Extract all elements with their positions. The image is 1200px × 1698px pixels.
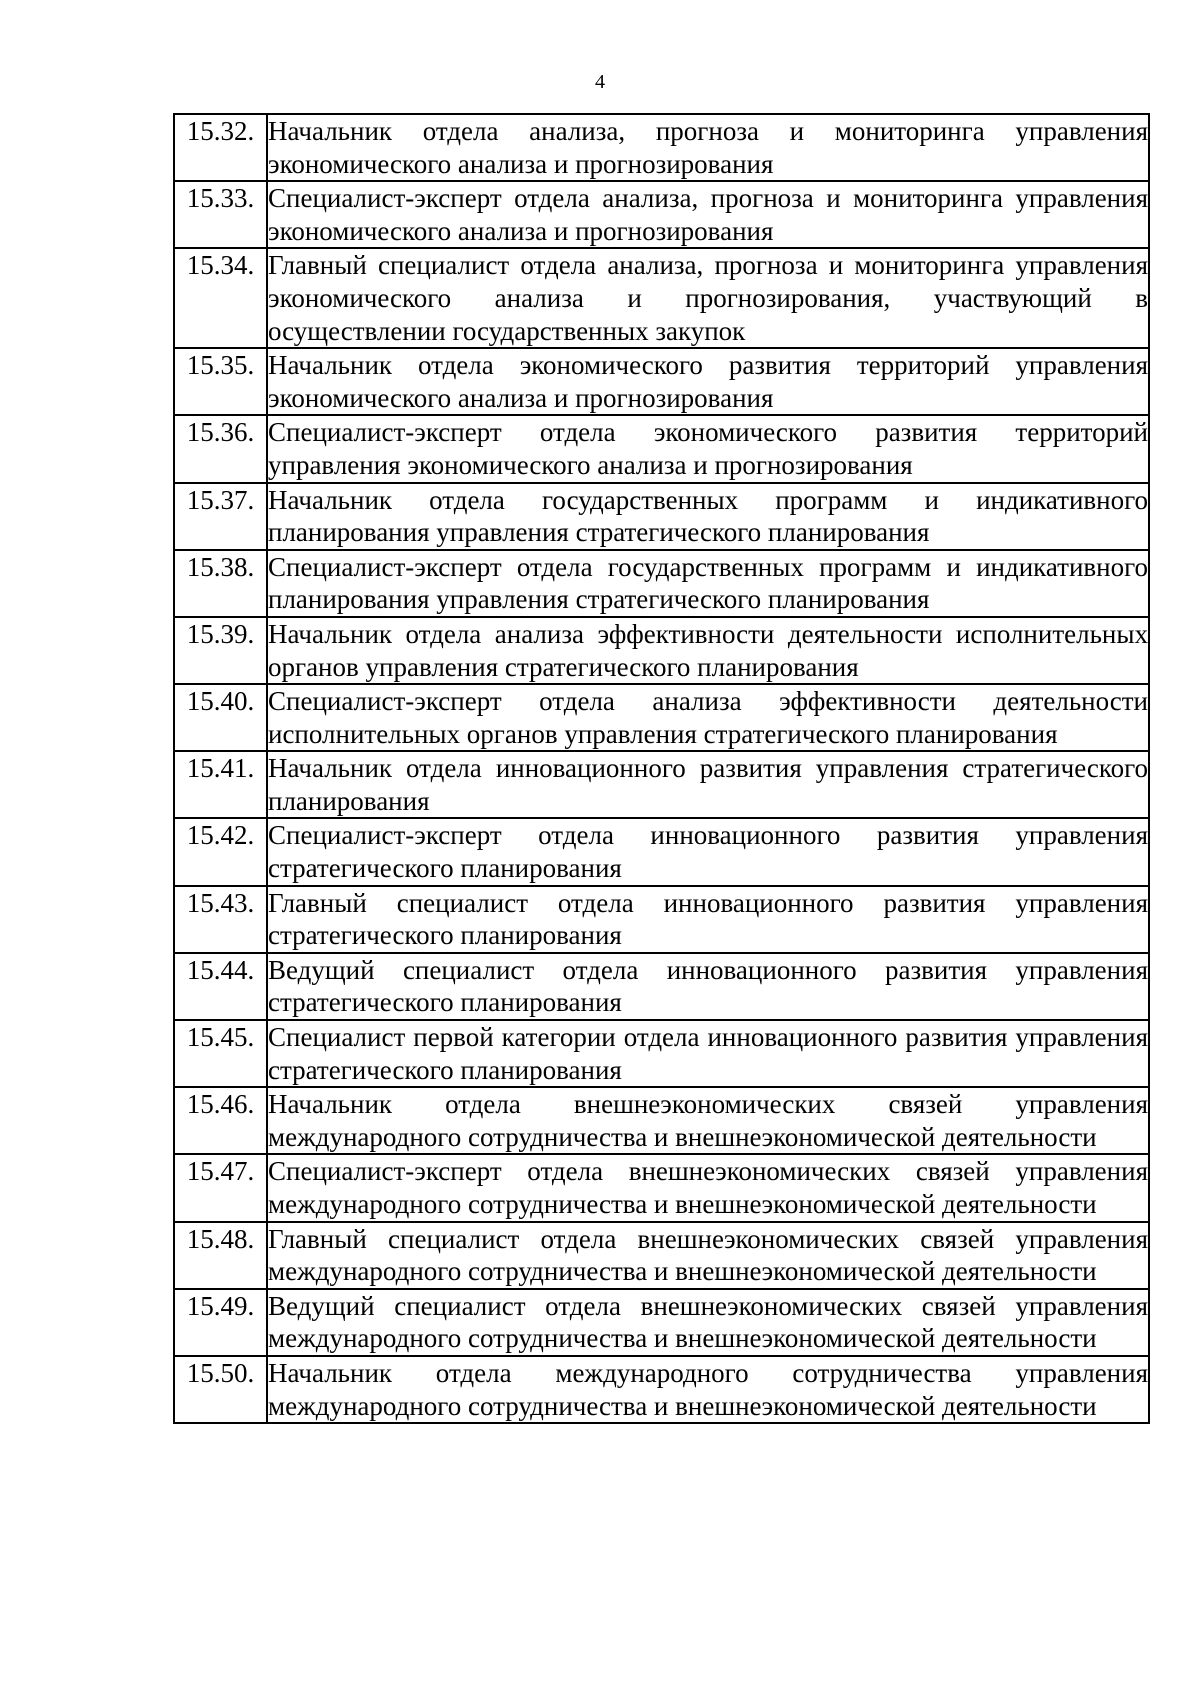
item-number: 15.44. xyxy=(174,953,267,1020)
position-title: Ведущий специалист отдела инновационного развития управления стратегического планирования xyxy=(267,953,1149,1020)
position-title: Главный специалист отдела внешнеэкономических связей управления международного сотрудничества и внешнеэкономической деятельности xyxy=(267,1222,1149,1289)
position-title: Начальник отдела экономического развития территорий управления экономического анализа и прогнозирования xyxy=(267,348,1149,415)
table-row xyxy=(174,684,1149,751)
item-number: 15.38. xyxy=(174,550,267,617)
item-number: 15.40. xyxy=(174,684,267,751)
item-number: 15.34. xyxy=(174,248,267,348)
position-title: Начальник отдела инновационного развития управления стратегического планирования xyxy=(267,751,1149,818)
table-row xyxy=(174,1222,1149,1289)
positions-table xyxy=(173,113,1150,1424)
table-row xyxy=(174,886,1149,953)
table-row xyxy=(174,248,1149,348)
item-number: 15.46. xyxy=(174,1087,267,1154)
table-row xyxy=(174,953,1149,1020)
table-row xyxy=(174,348,1149,415)
item-number: 15.43. xyxy=(174,886,267,953)
table-row xyxy=(174,114,1149,181)
position-title: Специалист-эксперт отдела государственных программ и индикативного планирования управления стратегического планирования xyxy=(267,550,1149,617)
position-title: Ведущий специалист отдела внешнеэкономических связей управления международного сотрудничества и внешнеэкономической деятельности xyxy=(267,1289,1149,1356)
position-title: Начальник отдела анализа эффективности деятельности исполнительных органов управления стратегического планирования xyxy=(267,617,1149,684)
item-number: 15.47. xyxy=(174,1154,267,1221)
item-number: 15.45. xyxy=(174,1020,267,1087)
table-row xyxy=(174,818,1149,885)
position-title: Начальник отдела государственных программ и индикативного планирования управления стратегического планирования xyxy=(267,483,1149,550)
position-title: Специалист-эксперт отдела анализа эффективности деятельности исполнительных органов управления стратегического планирования xyxy=(267,684,1149,751)
table-row xyxy=(174,483,1149,550)
item-number: 15.42. xyxy=(174,818,267,885)
position-title: Специалист-эксперт отдела инновационного развития управления стратегического планирования xyxy=(267,818,1149,885)
item-number: 15.49. xyxy=(174,1289,267,1356)
table-row xyxy=(174,1289,1149,1356)
item-number: 15.50. xyxy=(174,1356,267,1423)
table-row xyxy=(174,550,1149,617)
position-title: Главный специалист отдела инновационного развития управления стратегического планирования xyxy=(267,886,1149,953)
table-row xyxy=(174,617,1149,684)
page-number: 4 xyxy=(595,71,605,93)
item-number: 15.32. xyxy=(174,114,267,181)
position-title: Начальник отдела международного сотрудничества управления международного сотрудничества и внешнеэкономической деятельности xyxy=(267,1356,1149,1423)
table-row xyxy=(174,1154,1149,1221)
table-row xyxy=(174,1087,1149,1154)
position-title: Главный специалист отдела анализа, прогноза и мониторинга управления экономического анализа и прогнозирования, участвующий в осуществлении государственных закупок xyxy=(267,248,1149,348)
item-number: 15.35. xyxy=(174,348,267,415)
table-row xyxy=(174,181,1149,248)
item-number: 15.41. xyxy=(174,751,267,818)
position-title: Начальник отдела анализа, прогноза и мониторинга управления экономического анализа и прогнозирования xyxy=(267,114,1149,181)
position-title: Специалист-эксперт отдела анализа, прогноза и мониторинга управления экономического анализа и прогнозирования xyxy=(267,181,1149,248)
item-number: 15.33. xyxy=(174,181,267,248)
item-number: 15.37. xyxy=(174,483,267,550)
position-title: Специалист-эксперт отдела экономического развития территорий управления экономического анализа и прогнозирования xyxy=(267,415,1149,482)
item-number: 15.39. xyxy=(174,617,267,684)
table-row xyxy=(174,751,1149,818)
position-title: Специалист первой категории отдела инновационного развития управления стратегического планирования xyxy=(267,1020,1149,1087)
position-title: Начальник отдела внешнеэкономических связей управления международного сотрудничества и внешнеэкономической деятельности xyxy=(267,1087,1149,1154)
table-row xyxy=(174,415,1149,482)
item-number: 15.48. xyxy=(174,1222,267,1289)
positions-table-body xyxy=(174,114,1149,1423)
table-row xyxy=(174,1020,1149,1087)
table-row xyxy=(174,1356,1149,1423)
item-number: 15.36. xyxy=(174,415,267,482)
position-title: Специалист-эксперт отдела внешнеэкономических связей управления международного сотрудничества и внешнеэкономической деятельности xyxy=(267,1154,1149,1221)
